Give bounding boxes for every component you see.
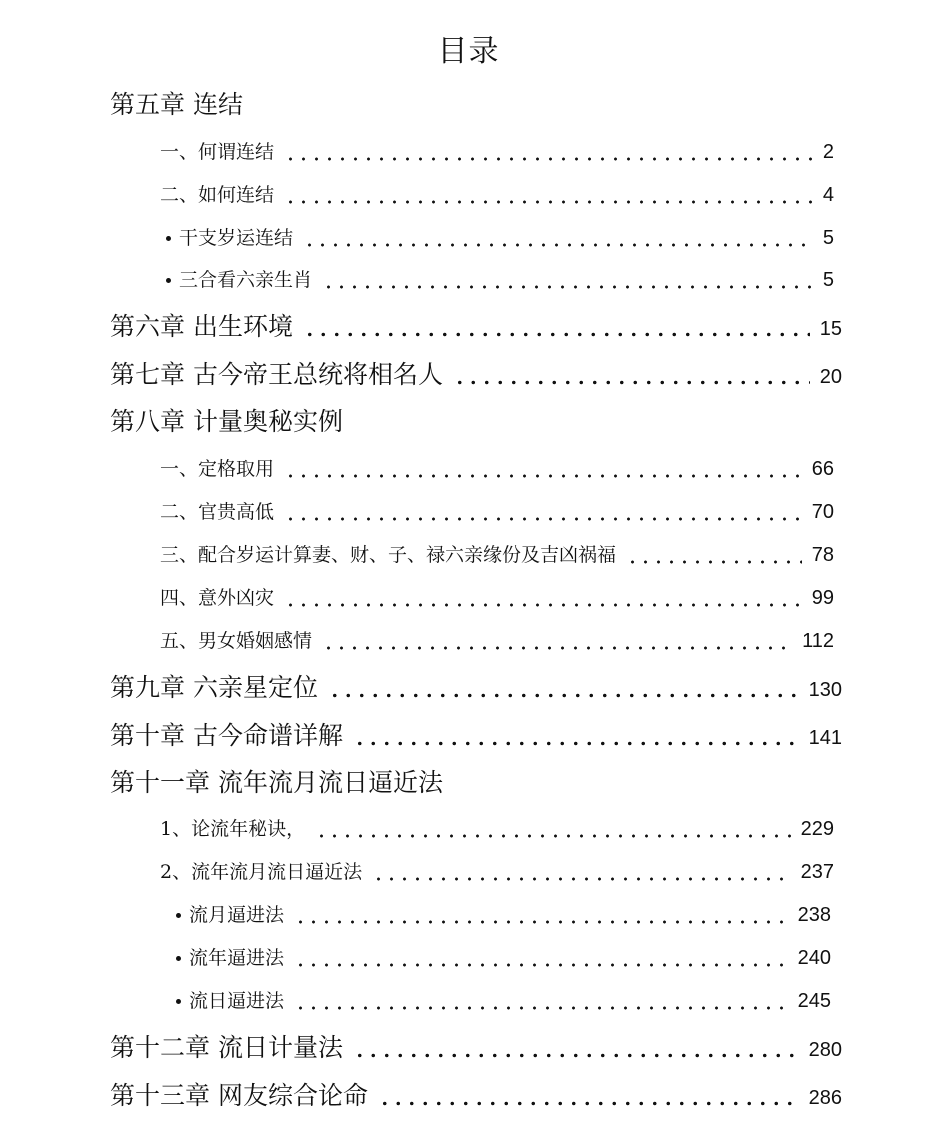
dot-leader [303,243,813,247]
dot-leader [378,1101,799,1106]
toc-section-11-2[interactable] [160,858,834,886]
toc-page-number: 238 [797,904,831,926]
toc-chapter-label: 第六章 出生环境 [110,312,293,341]
page-title: 目录 [437,34,500,69]
toc-chapter-label: 第九章 六亲星定位 [110,673,318,702]
bullet-icon [176,956,181,961]
toc-chapter-5[interactable] [110,89,243,121]
dot-leader [322,646,792,650]
toc-page-number: 5 [822,269,834,291]
dot-leader [284,200,813,204]
toc-page-number: 20 [819,366,842,388]
dot-leader [284,517,802,521]
toc-entry-label: 四、意外凶灾 [160,587,275,609]
toc-chapter-12[interactable] [110,1032,842,1064]
toc-chapter-label: 第十一章 流年流月流日逼近法 [110,768,443,797]
dot-leader [626,560,802,564]
toc-section-8-2[interactable] [160,498,834,526]
toc-page-number: 4 [822,184,834,206]
toc-page-number: 141 [808,727,842,749]
toc-page-number: 5 [822,227,834,249]
toc-section-8-3[interactable] [160,541,834,569]
toc-chapter-7[interactable] [110,359,842,391]
toc-entry-label: 流日逼进法 [189,990,285,1012]
toc-entry-label: 1、论流年秘诀， [160,818,306,840]
toc-chapter-13[interactable] [110,1080,842,1112]
dot-leader [284,474,802,478]
toc-entry-label: 三、配合岁运计算妻、财、子、禄六亲缘份及吉凶祸福 [160,544,617,566]
dot-leader [303,332,810,337]
toc-page-number: 286 [808,1087,842,1109]
toc-chapter-8[interactable] [110,406,343,438]
bullet-icon [166,236,171,241]
toc-section-8-4[interactable] [160,584,834,612]
dot-leader [294,1006,788,1010]
toc-entry-label: 干支岁运连结 [179,227,294,249]
bullet-icon [176,999,181,1004]
dot-leader [322,285,813,289]
toc-page-number: 229 [800,818,834,840]
toc-bullet-11-a[interactable] [176,901,831,929]
toc-entry-label: 五、男女婚姻感情 [160,630,313,652]
toc-entry-label: 流年逼进法 [189,947,285,969]
toc-page-number: 237 [800,861,834,883]
dot-leader [294,963,788,967]
toc-chapter-6[interactable] [110,311,842,343]
toc-page-number: 280 [808,1039,842,1061]
toc-page-number: 99 [811,587,834,609]
toc-page-number: 130 [808,679,842,701]
toc-section-5-2[interactable] [160,181,834,209]
toc-section-8-5[interactable] [160,627,834,655]
toc-page-number: 70 [811,501,834,523]
toc-page-number: 2 [822,141,834,163]
toc-chapter-label: 第五章 连结 [110,90,243,119]
dot-leader [294,920,788,924]
dot-leader [328,693,799,698]
dot-leader [353,741,799,746]
toc-entry-label: 二、官贵高低 [160,501,275,523]
toc-section-8-1[interactable] [160,455,834,483]
dot-leader [353,1053,799,1058]
toc-chapter-label: 第十章 古今命谱详解 [110,721,343,750]
toc-page-number: 112 [802,630,834,652]
toc-entry-label: 一、何谓连结 [160,141,275,163]
dot-leader [453,380,810,385]
toc-bullet-5-b[interactable] [166,266,834,294]
bullet-icon [166,278,171,283]
toc-chapter-9[interactable] [110,672,842,704]
dot-leader [315,834,791,838]
toc-page-number: 66 [811,458,834,480]
toc-entry-label: 三合看六亲生肖 [179,269,313,291]
toc-chapter-10[interactable] [110,720,842,752]
dot-leader [372,877,791,881]
toc-chapter-label: 第八章 计量奥秘实例 [110,407,343,436]
toc-entry-label: 二、如何连结 [160,184,275,206]
toc-bullet-5-a[interactable] [166,224,834,252]
toc-chapter-label: 第七章 古今帝王总统将相名人 [110,360,443,389]
toc-chapter-11[interactable] [110,767,443,799]
dot-leader [284,603,802,607]
toc-bullet-11-c[interactable] [176,987,831,1015]
toc-page-number: 245 [797,990,831,1012]
toc-entry-label: 2、流年流月流日逼近法 [160,861,363,883]
toc-chapter-label: 第十二章 流日计量法 [110,1033,343,1062]
bullet-icon [176,913,181,918]
toc-bullet-11-b[interactable] [176,944,831,972]
toc-page-number: 78 [811,544,834,566]
toc-chapter-label: 第十三章 网友综合论命 [110,1081,368,1110]
toc-entry-label: 一、定格取用 [160,458,275,480]
toc-page-number: 240 [797,947,831,969]
toc-section-11-1[interactable] [160,815,834,843]
toc-section-5-1[interactable] [160,138,834,166]
dot-leader [284,157,813,161]
toc-page-number: 15 [819,318,842,340]
toc-entry-label: 流月逼进法 [189,904,285,926]
